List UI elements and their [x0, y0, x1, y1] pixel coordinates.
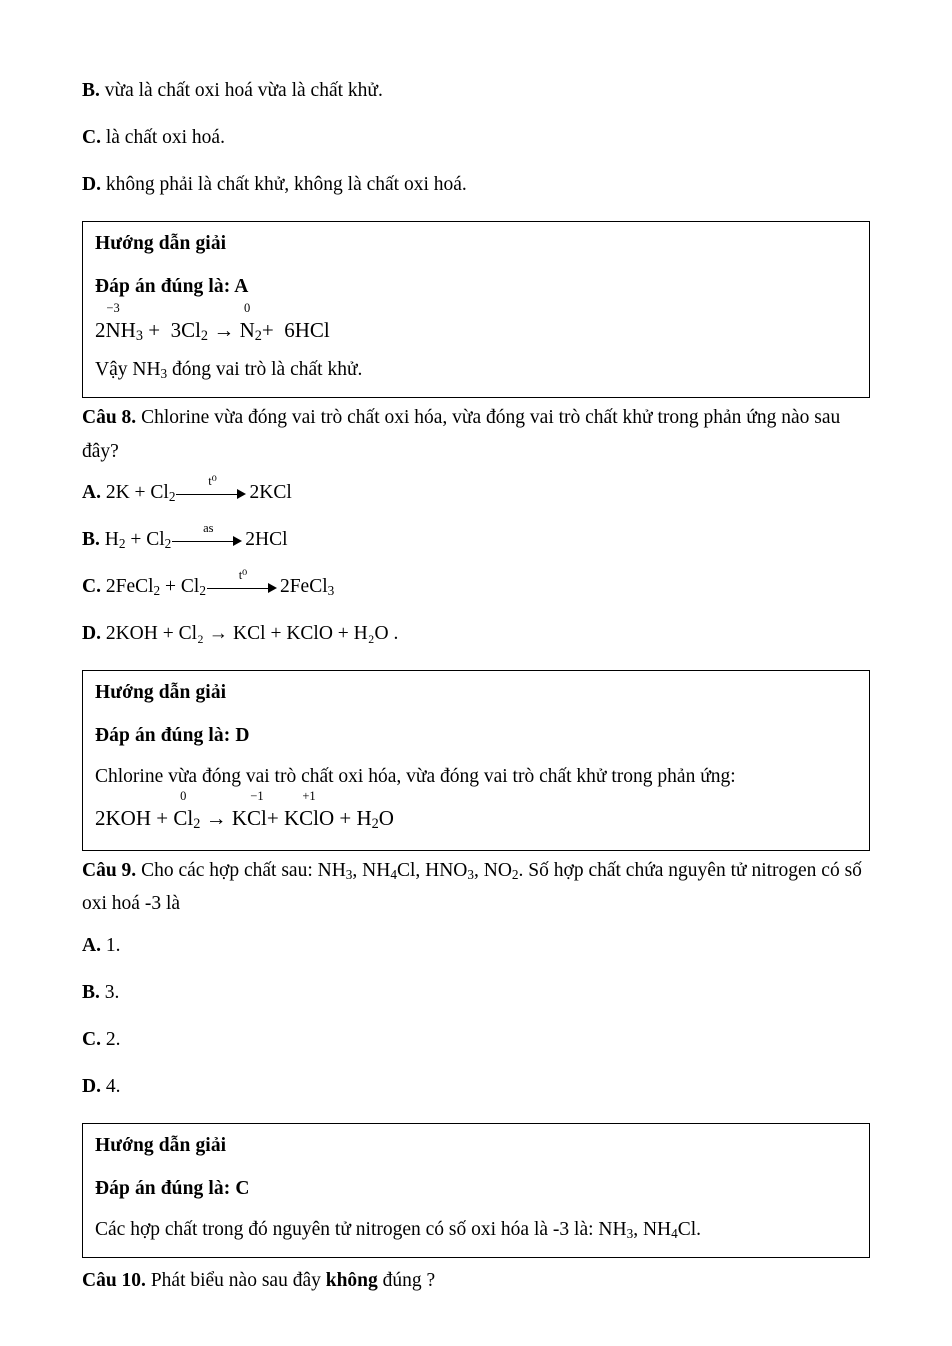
option-letter: B. [82, 529, 100, 551]
reaction-arrow-icon [176, 474, 248, 504]
eq-subscript: 2 [168, 489, 176, 505]
eq-k1: K [231, 806, 247, 831]
eq-right: 2KCl [249, 482, 292, 504]
eq-after-n: H [120, 318, 136, 342]
eq-subscript: 2 [254, 328, 262, 345]
solution-heading: Hướng dẫn giải [95, 233, 227, 254]
oxidation-number: +1 [302, 789, 316, 804]
oxidation-marked-cl-kcl [247, 789, 267, 831]
q9-text-3: Cl, HNO [396, 859, 468, 881]
reaction-arrow-icon [172, 521, 244, 551]
option-letter: C. [82, 576, 101, 598]
option-letter: A. [82, 934, 101, 956]
q9-subscript: 2 [511, 866, 519, 882]
arrow-condition: t⁰ [208, 474, 217, 489]
oxidation-number: −3 [106, 301, 120, 315]
eq-left: H [104, 529, 119, 551]
solution-box-1 [82, 221, 870, 398]
option-letter: D. [82, 623, 101, 645]
explanation-subscript: 3 [626, 1225, 634, 1241]
eq-left-after: + Cl [125, 529, 165, 551]
option-text: 4. [105, 1075, 121, 1097]
eq-subscript: 2 [118, 536, 126, 552]
option-text: 3. [104, 981, 120, 1003]
eq-left: 2K + Cl [105, 482, 169, 504]
reaction-arrow-icon [207, 568, 279, 598]
solution-explanation: Chlorine vừa đóng vai trò chất oxi hóa, vừa đóng vai trò chất khử trong phản ứng: [95, 766, 736, 788]
option-equation [105, 568, 335, 599]
element-symbol: N [105, 318, 121, 342]
explanation-subscript: 4 [671, 1225, 678, 1241]
eq-subscript: 2 [164, 536, 172, 552]
option-text: 2. [105, 1028, 121, 1050]
option-letter: C. [82, 127, 101, 148]
option-letter: D. [82, 1075, 101, 1097]
question-10 [82, 1264, 870, 1298]
question-text [151, 1270, 435, 1291]
option-text: 1. [105, 934, 121, 956]
q8-option-a [82, 474, 870, 505]
oxidation-number: 0 [180, 789, 187, 804]
eq-subscript: 2 [200, 328, 209, 345]
correct-answer-label: Đáp án đúng là: D [95, 725, 250, 747]
option-letter: B. [82, 981, 100, 1003]
eq-lead: 2KOH + [95, 806, 169, 831]
correct-answer-label: Đáp án đúng là: A [95, 276, 249, 297]
eq-coefficient: 2 [95, 318, 106, 342]
element-symbol: Cl [247, 806, 267, 831]
question-text [82, 860, 862, 915]
option-text: là chất oxi hoá. [105, 127, 225, 148]
option-text: không phải là chất khử, không là chất oxi hoá. [105, 174, 467, 195]
solution-heading: Hướng dẫn giải [95, 682, 227, 704]
q8-option-c [82, 568, 870, 599]
question-9 [82, 854, 870, 921]
q9-option-d [82, 1076, 870, 1098]
eq-left: 2FeCl [105, 576, 154, 598]
eq-subscript: 3 [327, 583, 335, 599]
oxidation-number: 0 [244, 301, 251, 315]
correct-answer-label: Đáp án đúng là: C [95, 1177, 250, 1199]
arrow-condition: as [203, 521, 214, 536]
option-equation: 2KOH + Cl₂ → KCl + KClO + H₂O . [105, 623, 399, 645]
equation-koh-cl2 [95, 789, 857, 833]
q10-text-before: Phát biểu nào sau đây [150, 1269, 326, 1291]
question-number: Câu 10. [82, 1269, 146, 1291]
eq-subscript: 3 [135, 328, 143, 345]
q10-emphasis: không [325, 1269, 378, 1291]
eq-h2o-tail: O [378, 806, 394, 831]
eq-plus: + [261, 318, 274, 342]
element-symbol: Cl [173, 806, 194, 831]
eq-left-after: + Cl [160, 576, 200, 598]
explanation-part-3: Cl. [677, 1218, 702, 1240]
eq-arrow: → [213, 318, 235, 342]
question-text: Chlorine vừa đóng vai trò chất oxi hóa, vừa đóng vai trò chất khử trong phản ứng nào sau đây? [82, 407, 841, 462]
solution-box-2 [82, 670, 870, 850]
oxidation-marked-cl-kclo [299, 789, 319, 831]
explanation-part-1: Các hợp chất trong đó nguyên tử nitrogen có số oxi hóa là -3 là: NH [95, 1218, 627, 1240]
question-8 [82, 401, 870, 468]
q9-subscript: 3 [467, 866, 474, 882]
option-letter: C. [82, 1028, 101, 1050]
q10-text-after: đúng ? [377, 1269, 436, 1291]
q9-text-4: , NO [474, 859, 512, 881]
option-text: vừa là chất oxi hoá vừa là chất khử. [104, 80, 383, 101]
conclusion-pre: Vậy NH [95, 359, 161, 381]
eq-plus: + [266, 806, 279, 831]
conclusion-post: đóng vai trò là chất khử. [167, 359, 363, 381]
explanation-part-2: , NH [633, 1218, 672, 1240]
element-symbol: Cl [299, 806, 319, 831]
eq-h2o: H [356, 806, 372, 831]
option-equation [105, 474, 292, 505]
eq-right: 2HCl [245, 529, 288, 551]
oxidation-number: −1 [250, 789, 264, 804]
eq-plus: + [148, 318, 161, 342]
oxidation-marked-nitrogen [105, 301, 121, 343]
q9-option-b [82, 982, 870, 1004]
solution-box-3 [82, 1123, 870, 1258]
q9-subscript: 3 [345, 866, 353, 882]
option-row-b [82, 80, 870, 102]
q8-option-b [82, 521, 870, 552]
solution-explanation [95, 1219, 857, 1241]
q9-text-5: . Số hợp chất chứa nguyên tử nitrogen có số oxi hoá -3 là [82, 859, 862, 915]
option-equation [104, 521, 288, 552]
option-letter: A. [82, 482, 101, 504]
oxidation-marked-cl2 [173, 789, 194, 831]
eq-plus: + [339, 806, 352, 831]
eq-tail: 6HCl [284, 318, 330, 342]
eq-arrow: → [205, 806, 227, 831]
arrow-condition: t⁰ [238, 568, 248, 583]
solution-heading: Hướng dẫn giải [95, 1134, 227, 1156]
eq-cl-coefficient: 3Cl [170, 318, 201, 342]
conclusion-subscript: 3 [160, 366, 168, 382]
eq-k2: K [283, 806, 300, 831]
oxidation-marked-n2 [239, 301, 255, 343]
option-letter: B. [82, 80, 100, 101]
q9-text-2: , NH [352, 859, 391, 881]
equation-nh3-cl2 [95, 301, 857, 345]
eq-subscript: 2 [199, 583, 206, 599]
q9-subscript: 4 [390, 866, 397, 882]
solution-conclusion [95, 359, 857, 381]
eq-right: 2FeCl [279, 576, 328, 598]
option-letter: D. [82, 174, 101, 195]
q9-text-1: Cho các hợp chất sau: NH [141, 859, 346, 881]
eq-subscript: 2 [193, 816, 201, 833]
q8-option-d [82, 623, 870, 645]
element-symbol: N [239, 318, 255, 342]
q9-option-c [82, 1029, 870, 1051]
option-row-d [82, 174, 870, 196]
question-number: Câu 8. [82, 407, 137, 429]
eq-subscript: 2 [153, 583, 161, 599]
eq-after-cl2: O [318, 806, 335, 831]
option-row-c [82, 127, 870, 149]
question-number: Câu 9. [82, 859, 137, 881]
q9-option-a [82, 935, 870, 957]
eq-subscript: 2 [371, 816, 379, 833]
